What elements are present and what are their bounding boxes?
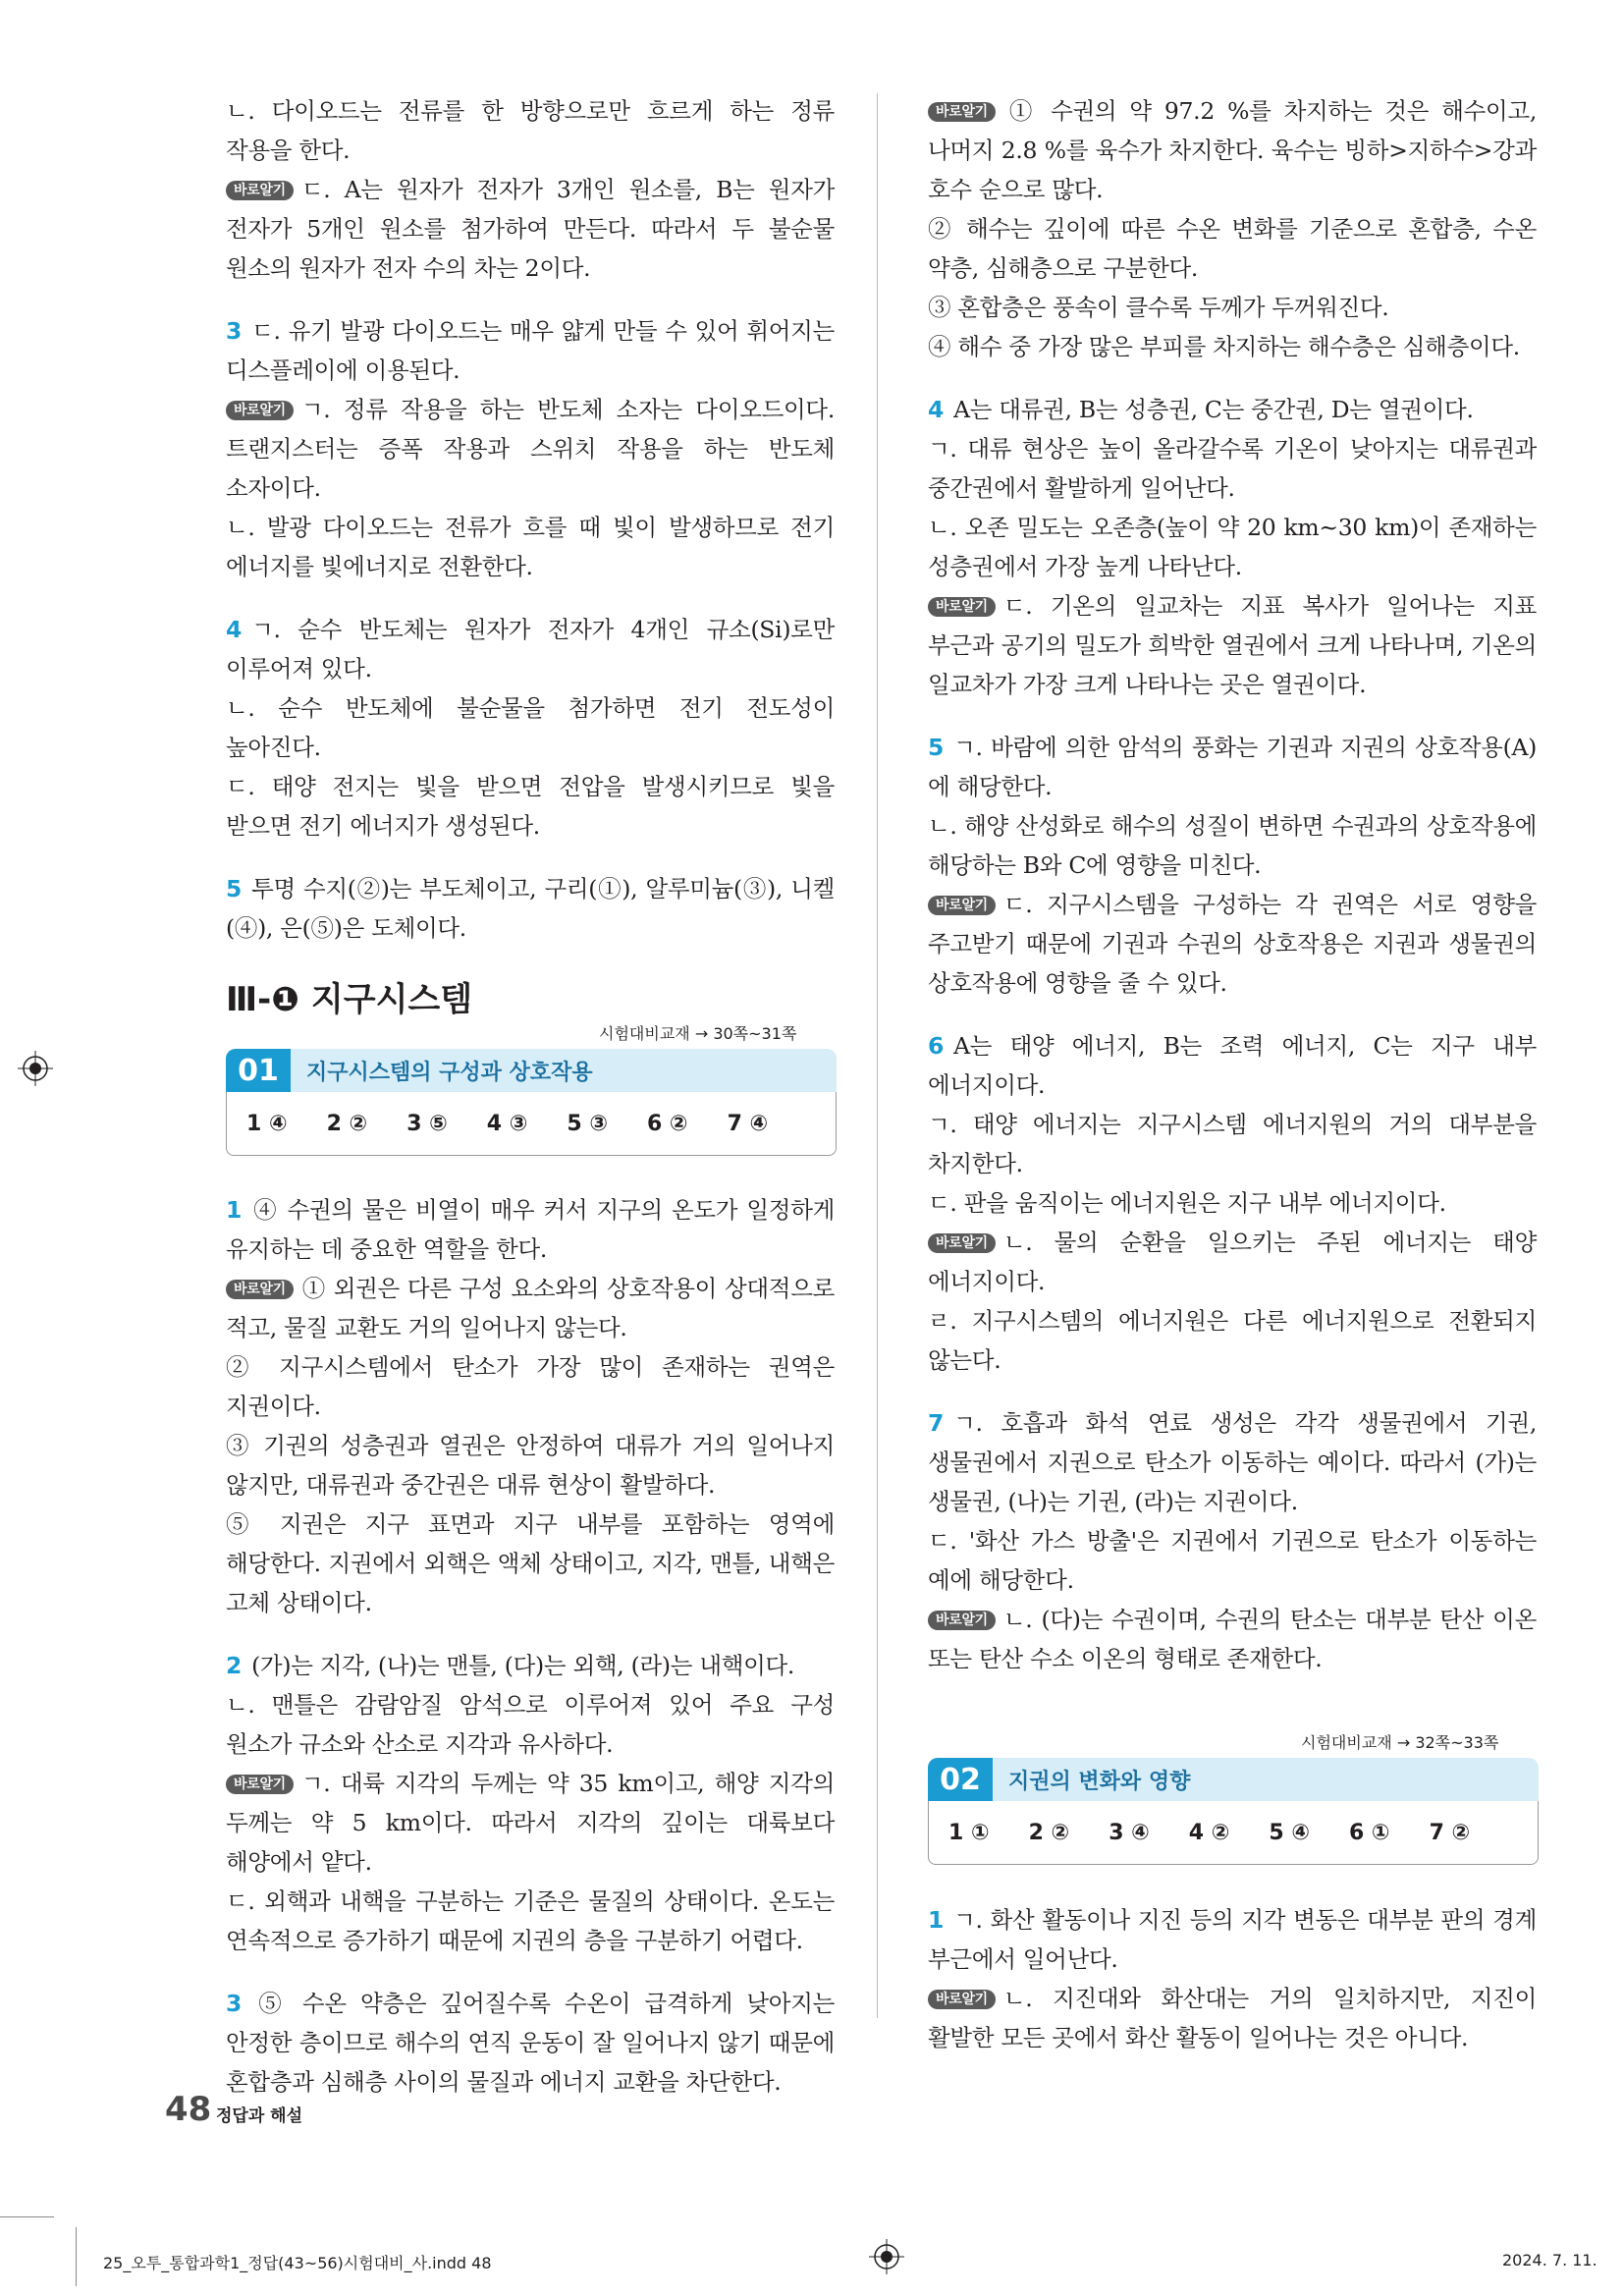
paragraph-gap xyxy=(226,1622,835,1646)
paragraph-gap xyxy=(226,846,835,869)
page-footer-label: 정답과 해설 xyxy=(216,2106,303,2126)
answer-item: 3 ⑤ xyxy=(406,1111,448,1136)
answer-box-number: 02 xyxy=(928,1758,993,1801)
question-number: 4 xyxy=(928,396,945,423)
explanation-paragraph xyxy=(928,1979,1537,2057)
explanation-paragraph xyxy=(226,1984,835,2102)
paragraph-text: ㄷ. 판을 움직이는 에너지원은 지구 내부 에너지이다. xyxy=(928,1189,1446,1217)
explanation-paragraph xyxy=(928,1105,1537,1183)
explanation-paragraph xyxy=(928,806,1537,885)
paragraph-text: ㄱ. 바람에 의한 암석의 풍화는 기권과 지권의 상호작용(A)에 해당한다. xyxy=(928,734,1537,800)
correction-badge: 바로알기 xyxy=(928,896,996,915)
explanation-paragraph xyxy=(928,1026,1537,1105)
registration-mark-icon xyxy=(869,2239,904,2274)
paragraph-gap xyxy=(928,704,1537,728)
paragraph-text: ② 해수는 깊이에 따른 수온 변화를 기준으로 혼합층, 수온 약층, 심해층으로 구분한다. xyxy=(928,215,1537,282)
correction-badge: 바로알기 xyxy=(928,597,996,617)
answer-box-title: 지구시스템의 구성과 상호작용 xyxy=(306,1060,593,1085)
paragraph-text: ㄱ. 순수 반도체는 원자가 전자가 4개인 규소(Si)로만 이루어져 있다. xyxy=(226,616,835,683)
paragraph-gap xyxy=(928,366,1537,390)
right-column-top xyxy=(928,91,1537,1678)
paragraph-text: A는 대류권, B는 성층권, C는 중간권, D는 열권이다. xyxy=(953,396,1474,423)
paragraph-text: ㄴ. 다이오드는 전류를 한 방향으로만 흐르게 하는 정류 작용을 한다. xyxy=(226,97,835,164)
paragraph-text: ㄱ. 대륙 지각의 두께는 약 35 km이고, 해양 지각의 두께는 약 5 km이다. 따라서 지각의 깊이는 대륙보다 해양에서 얕다. xyxy=(226,1770,835,1876)
answer-item: 2 ② xyxy=(1028,1820,1070,1845)
paragraph-text: ㄱ. 대류 현상은 높이 올라갈수록 기온이 낮아지는 대류권과 중간권에서 활발하게 일어난다. xyxy=(928,435,1537,502)
paragraph-text: ㄴ. 맨틀은 감람암질 암석으로 이루어져 있어 주요 구성 원소가 규소와 산소로 지각과 유사하다. xyxy=(226,1691,835,1758)
paragraph-text: ㄷ. 지구시스템을 구성하는 각 권역은 서로 영향을 주고받기 때문에 기권과 수권의 상호작용은 지권과 생물권의 상호작용에 영향을 줄 수 있다. xyxy=(928,891,1537,997)
explanation-paragraph xyxy=(226,1685,835,1764)
question-number: 2 xyxy=(226,1652,243,1679)
print-date: 2024. 7. 11. xyxy=(1502,2251,1597,2269)
paragraph-gap xyxy=(928,1003,1537,1026)
answer-row xyxy=(226,1092,837,1156)
registration-mark-icon xyxy=(18,1051,53,1086)
paragraph-text: ⑤ 지권은 지구 표면과 지구 내부를 포함하는 영역에 해당한다. 지권에서 외핵은 액체 상태이고, 지각, 맨틀, 내핵은 고체 상태이다. xyxy=(226,1510,835,1616)
paragraph-text: ④ 해수 중 가장 많은 부피를 차지하는 해수층은 심해층이다. xyxy=(928,333,1520,360)
explanation-paragraph xyxy=(226,610,835,688)
paragraph-text: ② 지구시스템에서 탄소가 가장 많이 존재하는 권역은 지권이다. xyxy=(226,1353,835,1420)
paragraph-text: ㄷ. A는 원자가 전자가 3개인 원소를, B는 원자가 전자가 5개인 원소를 첨가하여 만든다. 따라서 두 불순물 원소의 원자가 전자 수의 차는 2이다. xyxy=(226,176,835,282)
correction-badge: 바로알기 xyxy=(226,1775,294,1794)
explanation-paragraph xyxy=(928,327,1537,366)
correction-badge: 바로알기 xyxy=(226,1280,294,1299)
explanation-paragraph xyxy=(226,869,835,948)
paragraph-text: ㄱ. 화산 활동이나 지진 등의 지각 변동은 대부분 판의 경계 부근에서 일어난다. xyxy=(928,1906,1537,1973)
explanation-paragraph xyxy=(928,728,1537,806)
paragraph-text: ㄱ. 태양 에너지는 지구시스템 에너지원의 거의 대부분을 차지한다. xyxy=(928,1111,1537,1177)
explanation-paragraph xyxy=(226,1269,835,1347)
answer-item: 5 ③ xyxy=(567,1111,608,1136)
explanation-paragraph xyxy=(226,170,835,288)
answer-box-01 xyxy=(226,1049,837,1156)
crop-mark xyxy=(0,2216,54,2217)
paragraph-text: ⑤ 수온 약층은 깊어질수록 수온이 급격하게 낮아지는 안정한 층이므로 해수의 연직 운동이 잘 일어나지 않기 때문에 혼합층과 심해층 사이의 물질과 에너지 교환을 차단한다. xyxy=(226,1990,835,2096)
question-number: 6 xyxy=(928,1032,945,1060)
answer-item: 2 ② xyxy=(326,1111,368,1136)
question-number: 3 xyxy=(226,1990,243,2017)
paragraph-text: ㄴ. 지진대와 화산대는 거의 일치하지만, 지진이 활발한 모든 곳에서 화산 활동이 일어나는 것은 아니다. xyxy=(928,1985,1537,2051)
explanation-paragraph xyxy=(226,508,835,586)
paragraph-text: ③ 혼합층은 풍속이 클수록 두께가 두꺼워진다. xyxy=(928,294,1389,321)
explanation-paragraph xyxy=(226,1426,835,1504)
correction-badge: 바로알기 xyxy=(226,181,294,200)
explanation-paragraph xyxy=(226,91,835,170)
question-number: 1 xyxy=(226,1196,243,1224)
explanation-paragraph xyxy=(928,1403,1537,1521)
explanation-paragraph xyxy=(226,1347,835,1426)
left-column-top xyxy=(226,91,835,948)
paragraph-text: A는 태양 에너지, B는 조력 에너지, C는 지구 내부 에너지이다. xyxy=(928,1032,1537,1099)
crop-mark xyxy=(76,2227,77,2286)
answer-row xyxy=(928,1801,1539,1865)
paragraph-text: ① 외권은 다른 구성 요소와의 상호작용이 상대적으로 적고, 물질 교환도 거의 일어나지 않는다. xyxy=(226,1275,835,1341)
file-info: 25_오투_통합과학1_정답(43~56)시험대비_사.indd 48 xyxy=(103,2254,492,2272)
answer-item: 4 ③ xyxy=(486,1111,528,1136)
column-divider xyxy=(877,93,878,2018)
paragraph-text: ㄴ. 오존 밀도는 오존층(높이 약 20 km~30 km)이 존재하는 성층권에서 가장 높게 나타난다. xyxy=(928,514,1537,580)
paragraph-gap xyxy=(226,1960,835,1984)
explanation-paragraph xyxy=(226,1190,835,1269)
answer-item: 7 ④ xyxy=(727,1111,769,1136)
question-number: 7 xyxy=(928,1409,945,1437)
paragraph-text: ㄴ. (다)는 수권이며, 수권의 탄소는 대부분 탄산 이온 또는 탄산 수소 이온의 형태로 존재한다. xyxy=(928,1606,1537,1672)
explanation-paragraph xyxy=(928,1521,1537,1600)
answer-item: 7 ② xyxy=(1429,1820,1471,1845)
explanation-paragraph xyxy=(226,311,835,390)
answer-item: 6 ② xyxy=(646,1111,688,1136)
paragraph-text: (가)는 지각, (나)는 맨틀, (다)는 외핵, (라)는 내핵이다. xyxy=(251,1652,795,1679)
paragraph-text: ㄴ. 발광 다이오드는 전류가 흐를 때 빛이 발생하므로 전기 에너지를 빛에너지로 전환한다. xyxy=(226,514,835,580)
explanation-paragraph xyxy=(226,1646,835,1685)
paragraph-gap xyxy=(928,1380,1537,1403)
explanation-paragraph xyxy=(928,288,1537,327)
paragraph-text: ① 수권의 약 97.2 %를 차지하는 것은 해수이고, 나머지 2.8 %를 육수가 차지한다. 육수는 빙하>지하수>강과 호수 순으로 많다. xyxy=(928,97,1537,203)
correction-badge: 바로알기 xyxy=(928,1611,996,1630)
question-number: 3 xyxy=(226,317,243,345)
answer-item: 6 ① xyxy=(1348,1820,1390,1845)
correction-badge: 바로알기 xyxy=(928,102,996,122)
right-column-bottom xyxy=(928,1900,1537,2057)
paragraph-text: ㄷ. '화산 가스 방출'은 지권에서 기권으로 탄소가 이동하는 예에 해당한다. xyxy=(928,1527,1537,1594)
answer-item: 1 ④ xyxy=(246,1111,288,1136)
paragraph-text: ㄱ. 호흡과 화석 연료 생성은 각각 생물권에서 기권, 생물권에서 지권으로 탄소가 이동하는 예이다. 따라서 (가)는 생물권, (나)는 기권, (라)는 지권이다. xyxy=(928,1409,1537,1515)
explanation-paragraph xyxy=(226,390,835,508)
explanation-paragraph xyxy=(928,1600,1537,1678)
explanation-paragraph xyxy=(226,688,835,767)
answer-box-number: 01 xyxy=(226,1049,291,1092)
explanation-paragraph xyxy=(928,885,1537,1003)
paragraph-text: ㄴ. 순수 반도체에 불순물을 첨가하면 전기 전도성이 높아진다. xyxy=(226,694,835,761)
explanation-paragraph xyxy=(226,1504,835,1622)
explanation-paragraph xyxy=(928,1301,1537,1380)
question-number: 5 xyxy=(928,734,945,761)
explanation-paragraph xyxy=(928,508,1537,586)
paragraph-gap xyxy=(226,288,835,311)
explanation-paragraph xyxy=(226,1882,835,1960)
explanation-paragraph xyxy=(928,1183,1537,1223)
left-column-bottom xyxy=(226,1190,835,2102)
answer-box-02 xyxy=(928,1758,1539,1865)
explanation-paragraph xyxy=(928,586,1537,704)
page-number: 48 xyxy=(165,2090,212,2129)
paragraph-text: 투명 수지(②)는 부도체이고, 구리(①), 알루미늄(③), 니켈(④), 은(⑤)은 도체이다. xyxy=(226,875,835,942)
correction-badge: 바로알기 xyxy=(226,401,294,420)
explanation-paragraph xyxy=(928,209,1537,288)
paragraph-text: ㄷ. 기온의 일교차는 지표 복사가 일어나는 지표 부근과 공기의 밀도가 희박한 열권에서 크게 나타나며, 기온의 일교차가 가장 크게 나타나는 곳은 열권이다. xyxy=(928,592,1537,698)
explanation-paragraph xyxy=(226,1764,835,1882)
paragraph-text: ④ 수권의 물은 비열이 매우 커서 지구의 온도가 일정하게 유지하는 데 중요한 역할을 한다. xyxy=(226,1196,835,1263)
textbook-reference: 시험대비교재 → 30쪽~31쪽 xyxy=(599,1024,797,1043)
paragraph-text: ③ 기권의 성층권과 열권은 안정하여 대류가 거의 일어나지 않지만, 대류권과 중간권은 대류 현상이 활발하다. xyxy=(226,1432,835,1499)
paragraph-text: ㄴ. 물의 순환을 일으키는 주된 에너지는 태양 에너지이다. xyxy=(928,1229,1537,1295)
paragraph-gap xyxy=(226,586,835,610)
question-number: 1 xyxy=(928,1906,945,1934)
answer-item: 5 ④ xyxy=(1269,1820,1310,1845)
explanation-paragraph xyxy=(928,91,1537,209)
correction-badge: 바로알기 xyxy=(928,1990,996,2009)
textbook-reference: 시험대비교재 → 32쪽~33쪽 xyxy=(1301,1733,1499,1752)
explanation-paragraph xyxy=(928,429,1537,508)
answer-item: 3 ④ xyxy=(1109,1820,1150,1845)
explanation-paragraph xyxy=(928,390,1537,429)
paragraph-text: ㄱ. 정류 작용을 하는 반도체 소자는 다이오드이다. 트랜지스터는 증폭 작용과 스위치 작용을 하는 반도체 소자이다. xyxy=(226,396,835,502)
paragraph-text: ㄹ. 지구시스템의 에너지원은 다른 에너지원으로 전환되지 않는다. xyxy=(928,1307,1537,1374)
paragraph-text: ㄷ. 태양 전지는 빛을 받으면 전압을 발생시키므로 빛을 받으면 전기 에너지가 생성된다. xyxy=(226,773,835,840)
correction-badge: 바로알기 xyxy=(928,1233,996,1253)
question-number: 5 xyxy=(226,875,243,902)
explanation-paragraph xyxy=(928,1900,1537,1979)
answer-box-title: 지권의 변화와 영향 xyxy=(1008,1769,1191,1794)
question-number: 4 xyxy=(226,616,243,643)
explanation-paragraph xyxy=(226,767,835,846)
paragraph-text: ㄷ. 유기 발광 다이오드는 매우 얇게 만들 수 있어 휘어지는 디스플레이에 이용된다. xyxy=(226,317,835,384)
answer-item: 4 ② xyxy=(1188,1820,1230,1845)
section-title: Ⅲ-❶ 지구시스템 xyxy=(226,980,473,1019)
explanation-paragraph xyxy=(928,1223,1537,1301)
answer-item: 1 ① xyxy=(948,1820,990,1845)
paragraph-text: ㄷ. 외핵과 내핵을 구분하는 기준은 물질의 상태이다. 온도는 연속적으로 증가하기 때문에 지권의 층을 구분하기 어렵다. xyxy=(226,1887,835,1954)
paragraph-text: ㄴ. 해양 산성화로 해수의 성질이 변하면 수권과의 상호작용에 해당하는 B와 C에 영향을 미친다. xyxy=(928,812,1537,879)
